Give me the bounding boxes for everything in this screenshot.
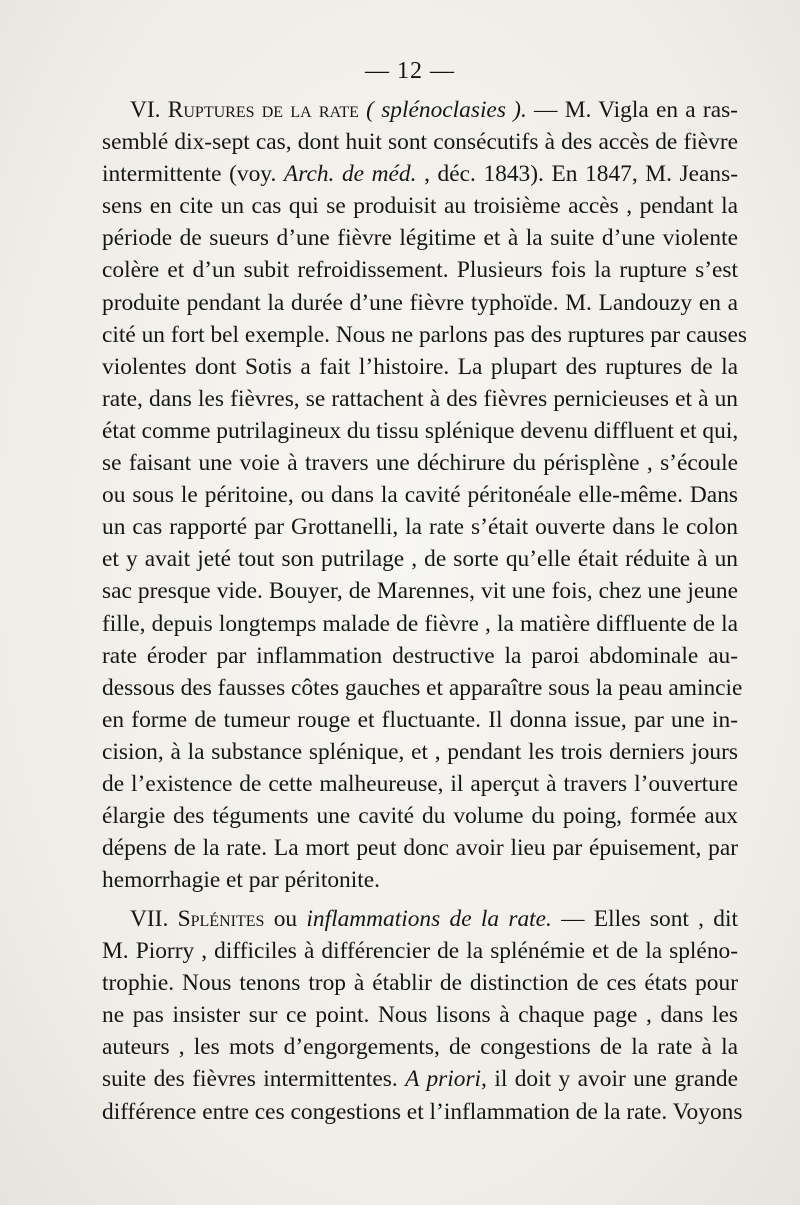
- text-run: sens en cite un cas qui se produisit au troisième accès , pendant la: [102, 193, 738, 220]
- text-line: [102, 608, 738, 640]
- text-line: [102, 768, 738, 800]
- text-line: [102, 1096, 743, 1128]
- text-run: un cas rapporté par Grottanelli, la rate s’était ouverte dans le colon: [102, 514, 738, 541]
- text-run: — Elles sont , dit: [551, 906, 739, 932]
- text-run: rate, dans les fièvres, se rattachent à des fièvres pernicieuses et à un: [102, 385, 738, 412]
- text-run: dessous des fausses côtes gauches et apparaître sous la peau amincie: [102, 674, 743, 701]
- text-run: A priori,: [405, 1066, 487, 1093]
- text-run: VII.: [130, 906, 178, 932]
- text-line: [102, 254, 738, 286]
- section-vii-splenites: [102, 903, 743, 1128]
- text-line: [102, 447, 738, 479]
- text-run: sac presque vide. Bouyer, de Marennes, vit une fois, chez une jeune: [102, 578, 738, 605]
- text-line: [102, 832, 738, 864]
- text-line: [102, 222, 738, 254]
- text-run: inflammations de la rate.: [306, 906, 552, 932]
- text-line: [102, 800, 738, 832]
- text-run: de l’existence de cette malheureuse, il aperçut à travers l’ouverture: [102, 770, 738, 797]
- text-line: [102, 479, 738, 511]
- text-line: [102, 287, 738, 319]
- text-run: Splénites: [177, 906, 265, 932]
- text-run: rate éroder par inflammation destructive la paroi abdominale au-: [102, 642, 738, 669]
- text-run: Arch. de méd.: [283, 161, 417, 188]
- text-line: [102, 543, 738, 575]
- text-line: [102, 704, 738, 736]
- text-run: ou sous le péritoine, ou dans la cavité péritonéale elle-même. Dans: [102, 482, 738, 509]
- text-run: violentes dont Sotis a fait l’histoire. La plupart des ruptures de la: [102, 353, 738, 380]
- text-run: auteurs , les mots d’engorgements, de congestions de la rate à la: [102, 1034, 738, 1061]
- text-line: [102, 190, 738, 222]
- text-line: [102, 575, 738, 607]
- text-run: semblé dix-sept cas, dont huit sont consécutifs à des accès de fièvre: [102, 129, 738, 156]
- text-run: se faisant une voie à travers une déchirure du périsplène , s’écoule: [102, 450, 738, 477]
- text-line: [102, 383, 738, 415]
- text-line: [102, 903, 738, 935]
- text-line: [102, 1031, 738, 1063]
- text-run: colère et d’un subit refroidissement. Plusieurs fois la rupture s’est: [102, 257, 738, 284]
- text-line: [102, 415, 738, 447]
- text-line: [102, 967, 738, 999]
- text-run: et y avait jeté tout son putrilage , de sorte qu’elle était réduite à un: [102, 546, 738, 573]
- text-run: Ruptures de la rate: [167, 97, 359, 123]
- text-line: [102, 864, 738, 896]
- text-run: , déc. 1843). En 1847, M. Jeans-: [416, 161, 738, 188]
- text-line: [102, 935, 738, 967]
- text-line: [102, 319, 747, 351]
- text-run: cision, à la substance splénique, et , pendant les trois derniers jours: [102, 738, 738, 765]
- text-line: [102, 1063, 738, 1095]
- text-run: ( splénoclasies ).: [366, 97, 527, 123]
- text-run: dépens de la rate. La mort peut donc avoir lieu par épuisement, par: [102, 835, 738, 862]
- text-run: produite pendant la durée d’une fièvre typhoïde. M. Landouzy en a: [102, 289, 738, 316]
- text-run: il doit y avoir une grande: [486, 1066, 738, 1093]
- text-run: cité un fort bel exemple. Nous ne parlons pas des ruptures par causes: [102, 321, 747, 348]
- text-run: VI.: [130, 97, 168, 123]
- text-run: hemorrhagie et par péritonite.: [102, 867, 380, 894]
- text-line: [102, 94, 738, 126]
- text-run: ou: [264, 906, 307, 932]
- text-line: [102, 999, 738, 1031]
- text-run: fille, depuis longtemps malade de fièvre , la matière diffluente de la: [102, 610, 738, 637]
- text-run: trophie. Nous tenons trop à établir de distinction de ces états pour: [102, 970, 738, 997]
- text-run: état comme putrilagineux du tissu splénique devenu diffluent et qui,: [102, 417, 739, 444]
- text-run: intermittente (voy.: [102, 161, 284, 188]
- text-run: en forme de tumeur rouge et fluctuante. Il donna issue, par une in-: [102, 706, 738, 733]
- text-run: suite des fièvres intermittentes.: [102, 1066, 406, 1093]
- text-line: [102, 511, 738, 543]
- text-line: [102, 736, 738, 768]
- text-run: M. Piorry , difficiles à différencier de la splénémie et de la spléno-: [102, 938, 738, 965]
- text-line: [102, 640, 738, 672]
- text-run: ne pas insister sur ce point. Nous lisons à chaque page , dans les: [102, 1002, 738, 1029]
- section-vi-ruptures-de-la-rate: [102, 94, 747, 896]
- text-run: élargie des téguments une cavité du volume du poing, formée aux: [102, 803, 738, 830]
- text-run: période de sueurs d’une fièvre légitime et à la suite d’une violente: [102, 225, 738, 252]
- text-line: [102, 158, 738, 190]
- text-line: [102, 351, 738, 383]
- text-line: [102, 126, 738, 158]
- page-number: — 12 —: [365, 58, 455, 84]
- text-run: différence entre ces congestions et l’inflammation de la rate. Voyons: [102, 1098, 743, 1125]
- text-line: [102, 672, 743, 704]
- text-run: — M. Vigla en a ras-: [526, 97, 738, 123]
